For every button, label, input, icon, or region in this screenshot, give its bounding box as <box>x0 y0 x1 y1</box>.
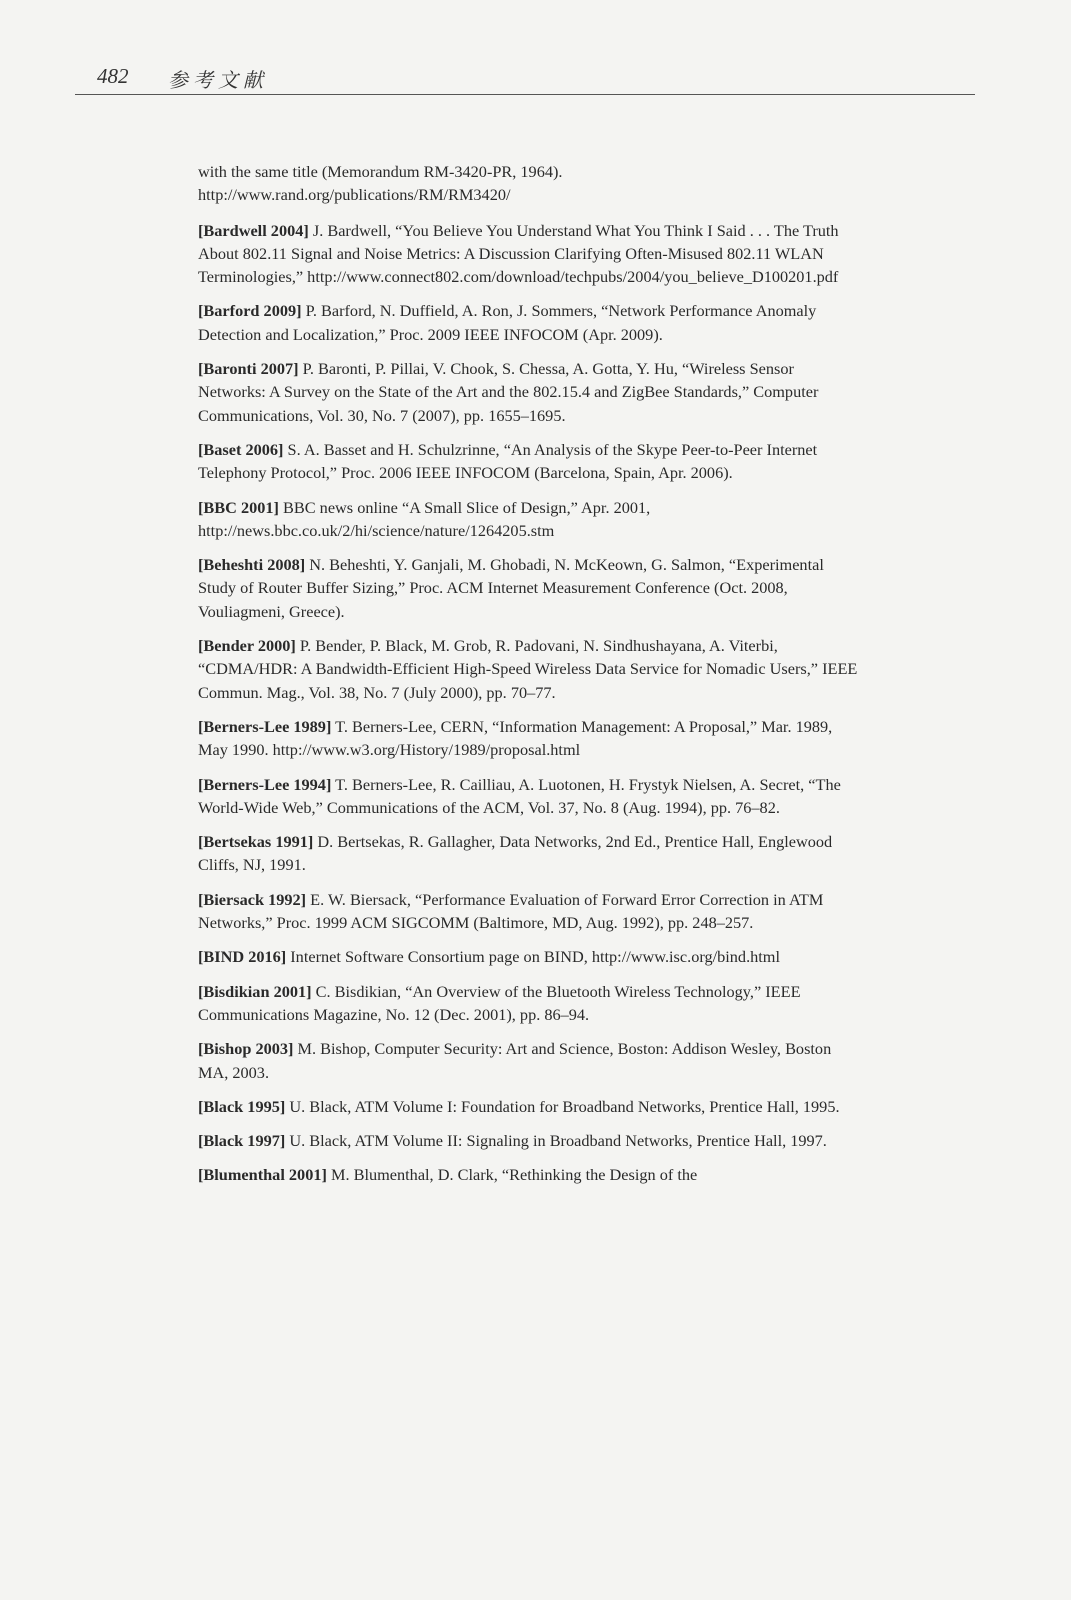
reference-entry <box>198 299 863 346</box>
reference-entry <box>198 634 863 704</box>
reference-text: T. Berners-Lee, R. Cailliau, A. Luotonen, H. Frystyk Nielsen, A. Secret, “The World-Wide Web,” Communications of the ACM, Vol. 37, No. 8 (Aug. 1994), pp. 76–82. <box>198 774 841 817</box>
reference-text: M. Blumenthal, D. Clark, “Rethinking the Design of the <box>326 1165 698 1185</box>
page-number: 482 <box>97 64 129 88</box>
reference-entry <box>198 160 863 207</box>
reference-text: P. Barford, N. Duffield, A. Ron, J. Sommers, “Network Performance Anomaly Detection and Localization,” Proc. 2009 IEEE INFOCOM (Apr. 2009). <box>198 301 817 344</box>
reference-key: [Baset 2006] <box>198 439 284 459</box>
reference-key: [Beheshti 2008] <box>198 555 306 575</box>
reference-entry <box>198 357 863 427</box>
reference-key: [Blumenthal 2001] <box>198 1165 327 1185</box>
reference-list <box>198 160 863 1198</box>
reference-key: [Bisdikian 2001] <box>198 981 312 1001</box>
reference-text: with the same title (Memorandum RM-3420-PR, 1964). http://www.rand.org/publications/RM/RM3420/ <box>198 162 563 205</box>
reference-key: [Bender 2000] <box>198 636 296 656</box>
reference-key: [Black 1995] <box>198 1096 286 1116</box>
reference-text: N. Beheshti, Y. Ganjali, M. Ghobadi, N. McKeown, G. Salmon, “Experimental Study of Router Buffer Sizing,” Proc. ACM Internet Measurement Conference (Oct. 2008, Vouliagmeni, Greece). <box>198 555 824 621</box>
reference-key: [Berners-Lee 1994] <box>198 774 332 794</box>
reference-text: U. Black, ATM Volume I: Foundation for Broadband Networks, Prentice Hall, 1995. <box>285 1096 840 1116</box>
reference-entry <box>198 1163 863 1186</box>
reference-key: [Black 1997] <box>198 1131 286 1151</box>
reference-key: [Barford 2009] <box>198 301 302 321</box>
reference-entry <box>198 496 863 543</box>
reference-entry <box>198 773 863 820</box>
reference-entry <box>198 715 863 762</box>
reference-entry <box>198 438 863 485</box>
reference-entry <box>198 980 863 1027</box>
reference-entry <box>198 945 863 968</box>
reference-key: [Bertsekas 1991] <box>198 832 314 852</box>
reference-entry <box>198 553 863 623</box>
reference-text: P. Bender, P. Black, M. Grob, R. Padovani, N. Sindhushayana, A. Viterbi, “CDMA/HDR: A Bandwidth-Efficient High-Speed Wireless Data Service for Nomadic Users,” IEEE Commun. Mag., Vol. 38, No. 7 (July 2000), pp. 70–77. <box>198 636 858 702</box>
reference-key: [Berners-Lee 1989] <box>198 716 332 736</box>
reference-text: M. Bishop, Computer Security: Art and Science, Boston: Addison Wesley, Boston MA, 2003. <box>198 1039 832 1082</box>
reference-text: BBC news online “A Small Slice of Design,” Apr. 2001, http://news.bbc.co.uk/2/hi/science/nature/1264205.stm <box>198 497 651 540</box>
reference-text: U. Black, ATM Volume II: Signaling in Broadband Networks, Prentice Hall, 1997. <box>285 1131 827 1151</box>
reference-text: S. A. Basset and H. Schulzrinne, “An Analysis of the Skype Peer-to-Peer Internet Telephony Protocol,” Proc. 2006 IEEE INFOCOM (Barcelona, Spain, Apr. 2006). <box>198 439 818 483</box>
reference-key: [Biersack 1992] <box>198 889 307 909</box>
reference-text: E. W. Biersack, “Performance Evaluation of Forward Error Correction in ATM Networks,” Proc. 1999 ACM SIGCOMM (Baltimore, MD, Aug. 1992), pp. 248–257. <box>198 889 824 933</box>
reference-text: Internet Software Consortium page on BIND, http://www.isc.org/bind.html <box>286 947 780 967</box>
reference-text: P. Baronti, P. Pillai, V. Chook, S. Chessa, A. Gotta, Y. Hu, “Wireless Sensor Networks: A Survey on the State of the Art and the 802.15.4 and ZigBee Standards,” Computer Communications, Vol. 30, No. 7 (2007), pp. 1655–1695. <box>198 359 819 425</box>
reference-key: [Bishop 2003] <box>198 1039 294 1059</box>
reference-entry <box>198 830 863 877</box>
reference-key: [Baronti 2007] <box>198 359 299 379</box>
reference-key: [Bardwell 2004] <box>198 220 309 240</box>
reference-text: C. Bisdikian, “An Overview of the Bluetooth Wireless Technology,” IEEE Communications Magazine, No. 12 (Dec. 2001), pp. 86–94. <box>198 981 801 1024</box>
reference-entry <box>198 219 863 289</box>
reference-text: J. Bardwell, “You Believe You Understand What You Think I Said . . . The Truth About 802.11 Signal and Noise Metrics: A Discussion Clarifying Often-Misused 802.11 WLAN Terminologies,” http://www.connect802.com/download/techpubs/2004/you_believe_D100201.pdf <box>198 220 839 287</box>
reference-key: [BIND 2016] <box>198 947 287 967</box>
reference-entry <box>198 1095 863 1118</box>
reference-entry <box>198 888 863 935</box>
reference-entry <box>198 1129 863 1152</box>
reference-key: [BBC 2001] <box>198 497 279 517</box>
reference-text: T. Berners-Lee, CERN, “Information Management: A Proposal,” Mar. 1989, May 1990. http://www.w3.org/History/1989/proposal.html <box>198 716 833 760</box>
page-header <box>75 62 975 95</box>
running-title: 参考文献 <box>168 70 268 92</box>
reference-text: D. Bertsekas, R. Gallagher, Data Networks, 2nd Ed., Prentice Hall, Englewood Cliffs, NJ, 1991. <box>198 832 833 875</box>
reference-entry <box>198 1037 863 1084</box>
